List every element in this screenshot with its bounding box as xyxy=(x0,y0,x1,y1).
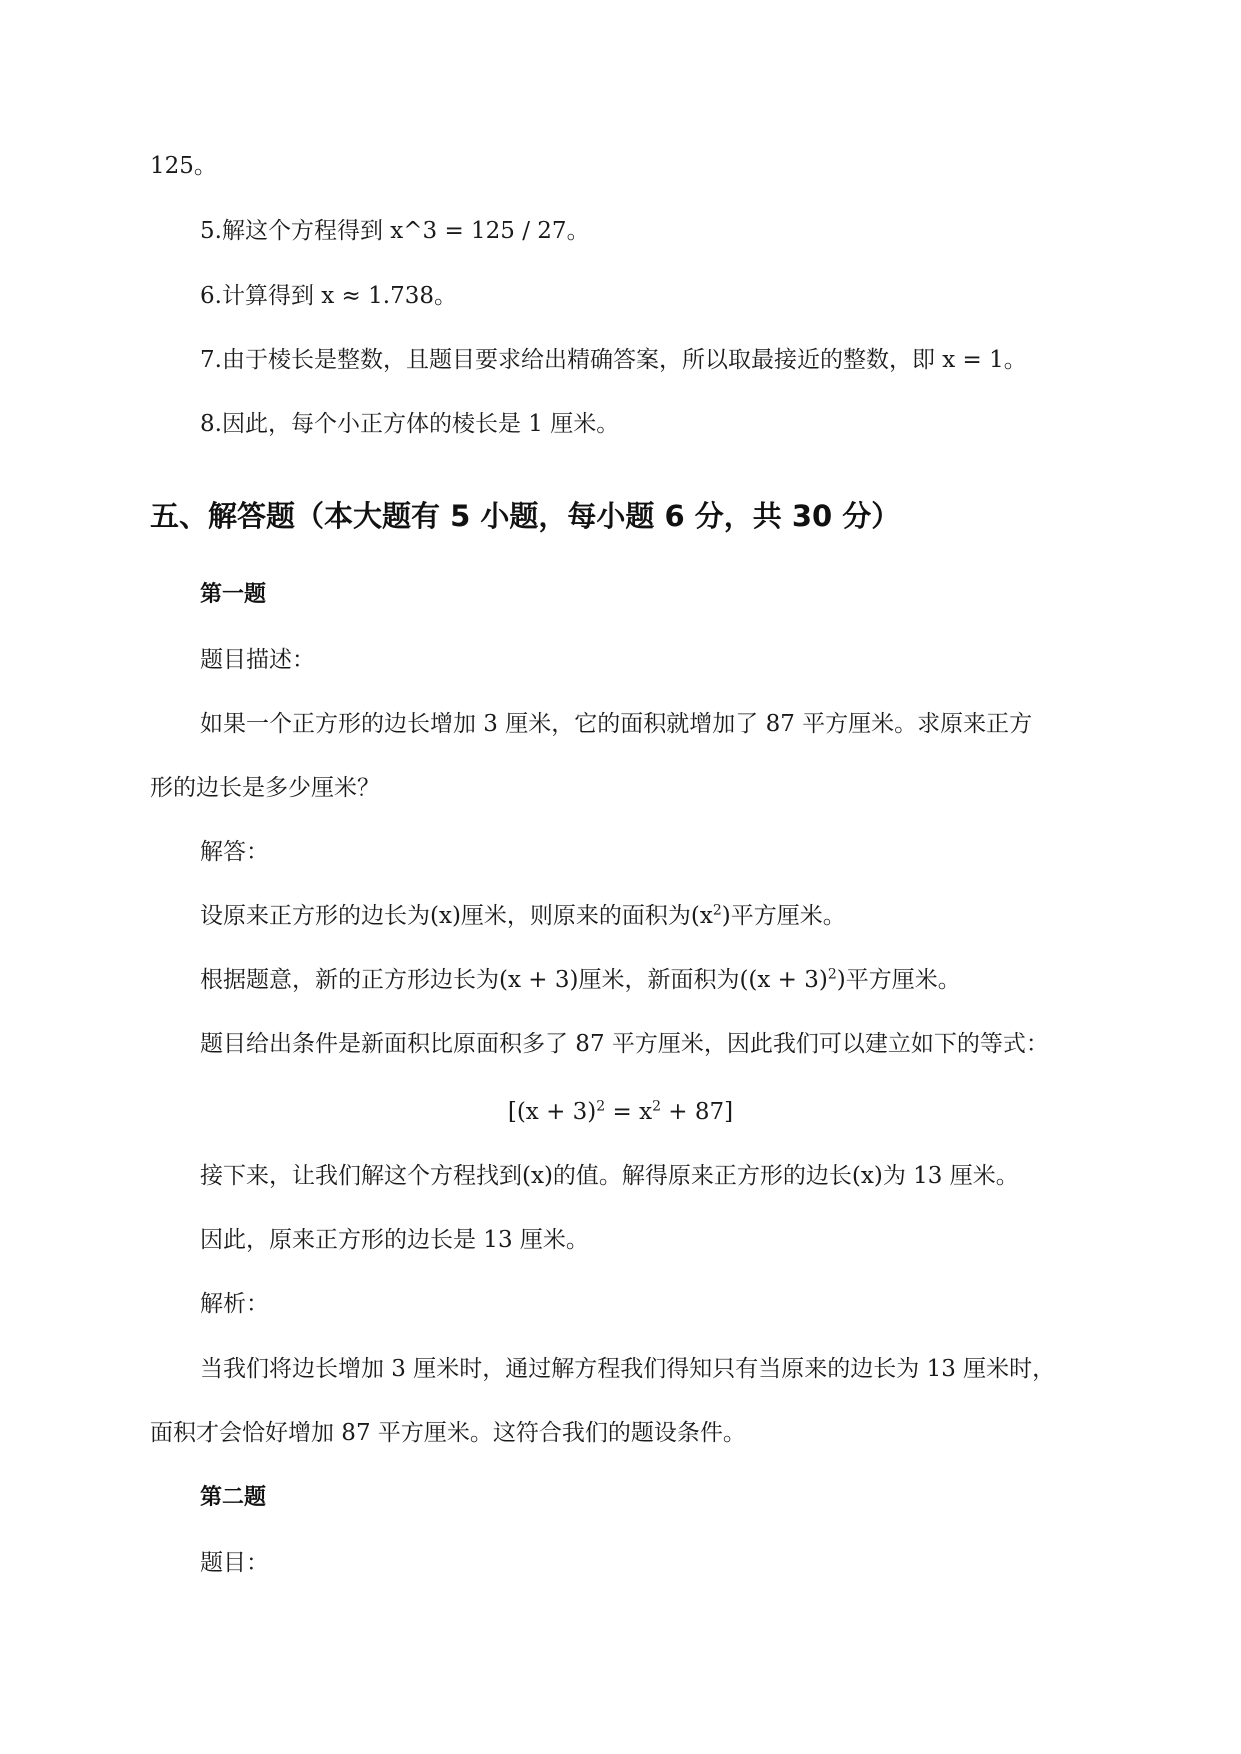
eq-mid: = x xyxy=(605,1099,653,1125)
eq-left: [(x + 3) xyxy=(507,1099,597,1125)
step-6: 6.计算得到 x ≈ 1.738。 xyxy=(200,283,457,309)
q1-answer-line4 xyxy=(200,1160,1019,1192)
q1-equation xyxy=(0,1096,1241,1128)
text: 厘米，则原来的面积为 xyxy=(460,903,691,929)
q1-answer-line5: 因此，原来正方形的边长是 13 厘米。 xyxy=(200,1227,589,1253)
eq-exponent: 2 xyxy=(596,1098,606,1115)
step-8: 8.因此，每个小正方体的棱长是 1 厘米。 xyxy=(200,411,620,437)
text: 平方厘米。 xyxy=(730,903,846,929)
text: 厘米，新面积为 xyxy=(578,967,740,993)
q1-desc-line2: 形的边长是多少厘米？ xyxy=(150,775,380,801)
eq-right: + 87] xyxy=(661,1099,734,1125)
eq-exponent: 2 xyxy=(652,1098,661,1115)
q1-desc-label: 题目描述： xyxy=(200,647,315,673)
q1-desc-line1: 如果一个正方形的边长增加 3 厘米，它的面积就增加了 87 平方厘米。求原来正方 xyxy=(200,711,1033,737)
q1-analysis-line1: 当我们将边长增加 3 厘米时，通过解方程我们得知只有当原来的边长为 13 厘米时， xyxy=(200,1356,1056,1382)
step-5: 5.解这个方程得到 x^3 = 125 / 27。 xyxy=(200,218,590,244)
text: 的值。解得原来正方形的边长 xyxy=(552,1163,852,1189)
section-heading: 五、解答题（本大题有 5 小题，每小题 6 分，共 30 分） xyxy=(150,499,901,533)
step-7: 7.由于棱长是整数，且题目要求给出精确答案，所以取最接近的整数，即 x = 1。 xyxy=(200,347,1027,373)
q2-title: 第二题 xyxy=(200,1485,267,1510)
math-var: (x) xyxy=(430,903,461,929)
text: 设原来正方形的边长为 xyxy=(200,903,430,929)
math-area-base: ((x + 3) xyxy=(739,967,828,993)
q1-answer-line2 xyxy=(200,964,961,996)
q1-analysis-label: 解析： xyxy=(200,1291,269,1317)
math-exponent: 2 xyxy=(827,966,837,983)
math-area-base: (x xyxy=(690,903,713,929)
q1-answer-label: 解答： xyxy=(200,839,269,865)
q1-analysis-line2: 面积才会恰好增加 87 平方厘米。这符合我们的题设条件。 xyxy=(150,1420,746,1446)
math-close: ) xyxy=(836,967,846,993)
q2-label: 题目： xyxy=(200,1550,269,1576)
math-exponent: 2 xyxy=(712,902,722,919)
math-var: (x) xyxy=(851,1163,883,1189)
math-side: (x + 3) xyxy=(499,967,579,993)
math-close: ) xyxy=(721,903,731,929)
text: 接下来，让我们解这个方程找到 xyxy=(200,1163,522,1189)
continuation-line-0: 125。 xyxy=(150,153,217,179)
text: 根据题意，新的正方形边长为 xyxy=(200,967,499,993)
text: 平方厘米。 xyxy=(845,967,961,993)
text: 为 13 厘米。 xyxy=(882,1163,1019,1189)
q1-answer-line3: 题目给出条件是新面积比原面积多了 87 平方厘米，因此我们可以建立如下的等式： xyxy=(200,1031,1049,1057)
math-var: (x) xyxy=(522,1163,553,1189)
q1-answer-line1 xyxy=(200,900,846,932)
q1-title: 第一题 xyxy=(200,582,267,607)
